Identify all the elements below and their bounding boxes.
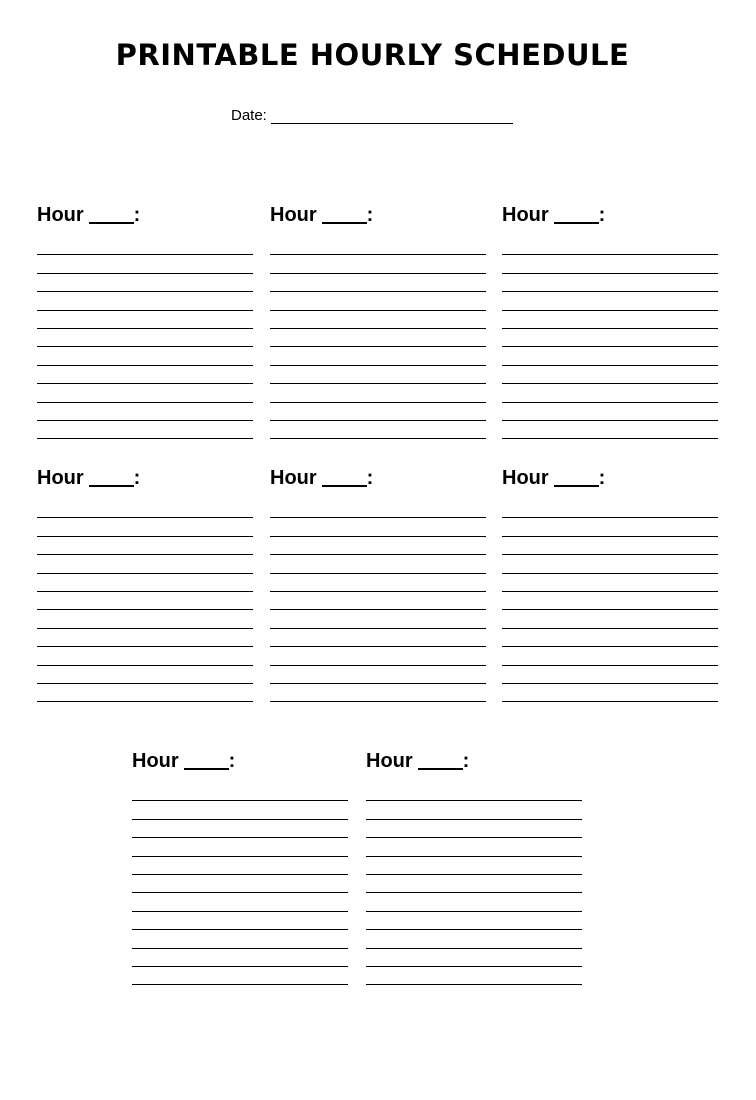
write-line[interactable] xyxy=(37,555,253,573)
write-line[interactable] xyxy=(270,366,486,384)
hour-block-8 xyxy=(366,749,582,985)
write-line[interactable] xyxy=(37,518,253,536)
write-line[interactable] xyxy=(502,366,718,384)
hour-label: Hour xyxy=(37,204,84,226)
write-line[interactable] xyxy=(270,403,486,421)
write-line[interactable] xyxy=(37,500,253,518)
write-line[interactable] xyxy=(270,629,486,647)
write-line[interactable] xyxy=(502,518,718,536)
write-line[interactable] xyxy=(37,347,253,365)
write-line[interactable] xyxy=(132,930,348,948)
write-line[interactable] xyxy=(366,930,582,948)
write-line[interactable] xyxy=(366,783,582,801)
write-line[interactable] xyxy=(270,384,486,402)
write-line[interactable] xyxy=(37,647,253,665)
write-line[interactable] xyxy=(37,403,253,421)
writing-lines xyxy=(132,783,348,985)
write-line[interactable] xyxy=(502,292,718,310)
write-line[interactable] xyxy=(37,292,253,310)
date-field[interactable] xyxy=(271,109,513,124)
writing-lines xyxy=(502,500,718,702)
write-line[interactable] xyxy=(270,537,486,555)
hour-block-5 xyxy=(270,466,486,702)
write-line[interactable] xyxy=(270,666,486,684)
write-line[interactable] xyxy=(270,292,486,310)
page-title: PRINTABLE HOURLY SCHEDULE xyxy=(115,38,630,72)
write-line[interactable] xyxy=(502,537,718,555)
hour-suffix: : xyxy=(133,204,141,226)
write-line[interactable] xyxy=(132,875,348,893)
writing-lines xyxy=(502,237,718,439)
write-line[interactable] xyxy=(132,967,348,985)
write-line[interactable] xyxy=(37,311,253,329)
write-line[interactable] xyxy=(132,857,348,875)
hour-field[interactable] xyxy=(89,467,134,487)
write-line[interactable] xyxy=(502,403,718,421)
write-line[interactable] xyxy=(37,274,253,292)
hour-label: Hour xyxy=(366,750,413,772)
write-line[interactable] xyxy=(270,255,486,273)
hour-label: Hour xyxy=(270,204,317,226)
writing-lines xyxy=(366,783,582,985)
write-line[interactable] xyxy=(270,329,486,347)
write-line[interactable] xyxy=(132,801,348,819)
write-line[interactable] xyxy=(502,666,718,684)
write-line[interactable] xyxy=(132,912,348,930)
write-line[interactable] xyxy=(366,801,582,819)
write-line[interactable] xyxy=(270,555,486,573)
write-line[interactable] xyxy=(502,329,718,347)
hour-block-6 xyxy=(502,466,718,702)
write-line[interactable] xyxy=(502,574,718,592)
write-line[interactable] xyxy=(502,384,718,402)
hour-field[interactable] xyxy=(184,750,229,770)
hour-label: Hour xyxy=(132,750,179,772)
write-line[interactable] xyxy=(37,421,253,439)
write-line[interactable] xyxy=(366,857,582,875)
hour-field[interactable] xyxy=(322,204,367,224)
write-line[interactable] xyxy=(366,820,582,838)
write-line[interactable] xyxy=(366,912,582,930)
write-line[interactable] xyxy=(37,574,253,592)
write-line[interactable] xyxy=(37,329,253,347)
date-label: Date: xyxy=(231,107,267,124)
writing-lines xyxy=(270,237,486,439)
hour-suffix: : xyxy=(598,204,606,226)
hour-heading xyxy=(366,749,582,773)
hour-suffix: : xyxy=(598,467,606,489)
write-line[interactable] xyxy=(270,421,486,439)
writing-lines xyxy=(270,500,486,702)
hour-field[interactable] xyxy=(89,204,134,224)
write-line[interactable] xyxy=(366,893,582,911)
write-line[interactable] xyxy=(37,666,253,684)
write-line[interactable] xyxy=(366,967,582,985)
write-line[interactable] xyxy=(502,311,718,329)
hour-block-4 xyxy=(37,466,253,702)
hour-field[interactable] xyxy=(418,750,463,770)
hour-suffix: : xyxy=(462,750,470,772)
hour-heading xyxy=(502,466,718,490)
writing-lines xyxy=(37,500,253,702)
write-line[interactable] xyxy=(502,421,718,439)
write-line[interactable] xyxy=(37,684,253,702)
hour-field[interactable] xyxy=(322,467,367,487)
hour-suffix: : xyxy=(366,467,374,489)
hour-field[interactable] xyxy=(554,467,599,487)
hour-heading xyxy=(132,749,348,773)
write-line[interactable] xyxy=(366,949,582,967)
write-line[interactable] xyxy=(270,592,486,610)
write-line[interactable] xyxy=(37,384,253,402)
hour-block-1 xyxy=(37,203,253,439)
write-line[interactable] xyxy=(37,629,253,647)
hour-heading xyxy=(270,203,486,227)
write-line[interactable] xyxy=(270,311,486,329)
write-line[interactable] xyxy=(502,555,718,573)
write-line[interactable] xyxy=(37,592,253,610)
write-line[interactable] xyxy=(270,274,486,292)
write-line[interactable] xyxy=(132,949,348,967)
hour-label: Hour xyxy=(502,204,549,226)
hour-block-2 xyxy=(270,203,486,439)
write-line[interactable] xyxy=(270,684,486,702)
write-line[interactable] xyxy=(37,537,253,555)
write-line[interactable] xyxy=(132,838,348,856)
hour-label: Hour xyxy=(37,467,84,489)
write-line[interactable] xyxy=(270,647,486,665)
write-line[interactable] xyxy=(270,500,486,518)
write-line[interactable] xyxy=(366,838,582,856)
write-line[interactable] xyxy=(502,647,718,665)
write-line[interactable] xyxy=(270,610,486,628)
hour-label: Hour xyxy=(502,467,549,489)
hour-suffix: : xyxy=(366,204,374,226)
write-line[interactable] xyxy=(270,518,486,536)
write-line[interactable] xyxy=(502,629,718,647)
write-line[interactable] xyxy=(132,783,348,801)
write-line[interactable] xyxy=(502,274,718,292)
write-line[interactable] xyxy=(502,500,718,518)
write-line[interactable] xyxy=(270,237,486,255)
write-line[interactable] xyxy=(502,255,718,273)
write-line[interactable] xyxy=(270,347,486,365)
write-line[interactable] xyxy=(37,255,253,273)
write-line[interactable] xyxy=(270,574,486,592)
write-line[interactable] xyxy=(132,893,348,911)
write-line[interactable] xyxy=(37,366,253,384)
hour-label: Hour xyxy=(270,467,317,489)
hour-heading xyxy=(37,203,253,227)
hour-heading xyxy=(502,203,718,227)
write-line[interactable] xyxy=(37,237,253,255)
write-line[interactable] xyxy=(132,820,348,838)
hour-suffix: : xyxy=(228,750,236,772)
hour-heading xyxy=(37,466,253,490)
write-line[interactable] xyxy=(502,592,718,610)
write-line[interactable] xyxy=(366,875,582,893)
hour-suffix: : xyxy=(133,467,141,489)
hour-block-7 xyxy=(132,749,348,985)
write-line[interactable] xyxy=(37,610,253,628)
hour-field[interactable] xyxy=(554,204,599,224)
date-row xyxy=(231,107,513,124)
hour-heading xyxy=(270,466,486,490)
write-line[interactable] xyxy=(502,347,718,365)
writing-lines xyxy=(37,237,253,439)
hour-block-3 xyxy=(502,203,718,439)
write-line[interactable] xyxy=(502,237,718,255)
write-line[interactable] xyxy=(502,610,718,628)
write-line[interactable] xyxy=(502,684,718,702)
